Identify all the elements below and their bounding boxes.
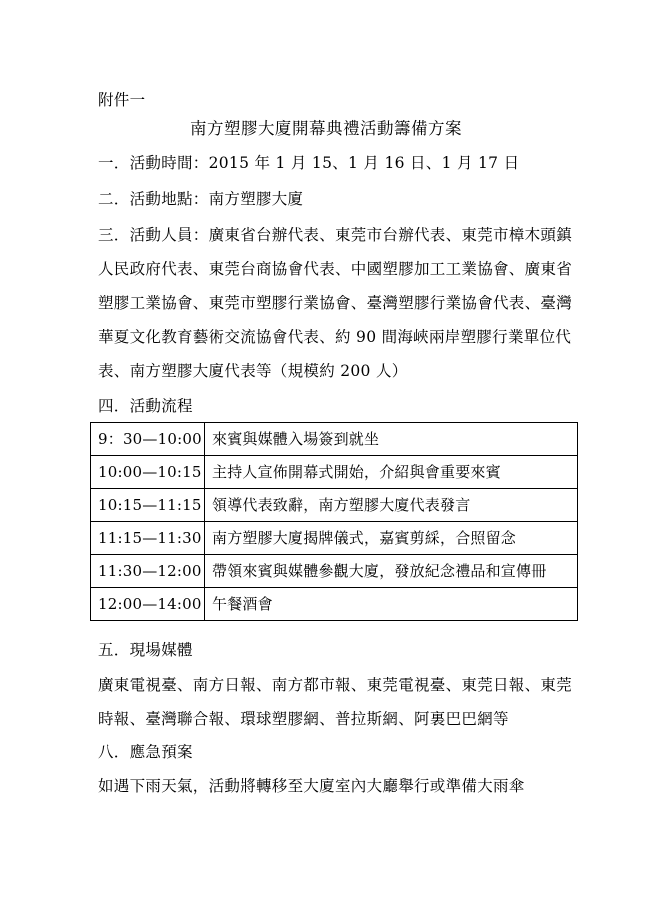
schedule-activity: 南方塑膠大廈揭牌儀式，嘉賓剪綵，合照留念 (205, 522, 578, 555)
schedule-activity: 帶領來賓與媒體參觀大廈，發放紀念禮品和宣傳冊 (205, 555, 578, 588)
table-row (91, 423, 578, 456)
schedule-activity: 午餐酒會 (205, 588, 578, 621)
section-participants-line-4: 華夏文化教育藝術交流協會代表、約 90 間海峽兩岸塑膠行業單位代 (98, 328, 572, 346)
schedule-time: 9：30—10:00 (91, 423, 205, 456)
section-schedule-heading: 四．活動流程 (98, 397, 193, 415)
section-emergency-heading: 八．應急預案 (98, 743, 193, 761)
document-title: 南方塑膠大廈開幕典禮活動籌備方案 (190, 119, 462, 138)
schedule-activity: 主持人宣佈開幕式開始，介紹與會重要來賓 (205, 456, 578, 489)
schedule-activity: 領導代表致辭，南方塑膠大廈代表發言 (205, 489, 578, 522)
table-row (91, 555, 578, 588)
section-activity-time: 一．活動時間：2015 年 1 月 15、1 月 16 日、1 月 17 日 (98, 154, 520, 172)
table-row (91, 522, 578, 555)
section-media-line-1: 廣東電視臺、南方日報、南方都市報、東莞電視臺、東莞日報、東莞 (98, 676, 573, 694)
schedule-time: 11:30—12:00 (91, 555, 205, 588)
attachment-label: 附件一 (98, 91, 146, 109)
table-row (91, 456, 578, 489)
section-media-heading: 五．現場媒體 (98, 641, 193, 659)
section-activity-location: 二．活動地點：南方塑膠大廈 (98, 190, 304, 208)
section-participants-line-2: 人民政府代表、東莞台商協會代表、中國塑膠加工工業協會、廣東省 (98, 260, 573, 278)
schedule-time: 10:15—11:15 (91, 489, 205, 522)
section-media-line-2: 時報、臺灣聯合報、環球塑膠網、普拉斯網、阿裏巴巴網等 (98, 710, 509, 728)
table-row (91, 588, 578, 621)
schedule-time: 10:00—10:15 (91, 456, 205, 489)
schedule-table (90, 422, 578, 621)
section-emergency-text: 如遇下雨天氣，活動將轉移至大廈室內大廳舉行或準備大雨傘 (98, 777, 525, 795)
section-participants-line-5: 表、南方塑膠大廈代表等（規模約 200 人） (98, 362, 408, 380)
schedule-time: 12:00—14:00 (91, 588, 205, 621)
schedule-time: 11:15—11:30 (91, 522, 205, 555)
section-participants-line-3: 塑膠工業協會、東莞市塑膠行業協會、臺灣塑膠行業協會代表、臺灣 (98, 294, 573, 312)
table-row (91, 489, 578, 522)
schedule-activity: 來賓與媒體入場簽到就坐 (205, 423, 578, 456)
section-participants-line-1: 三．活動人員：廣東省台辦代表、東莞市台辦代表、東莞市樟木頭鎮 (98, 226, 573, 244)
